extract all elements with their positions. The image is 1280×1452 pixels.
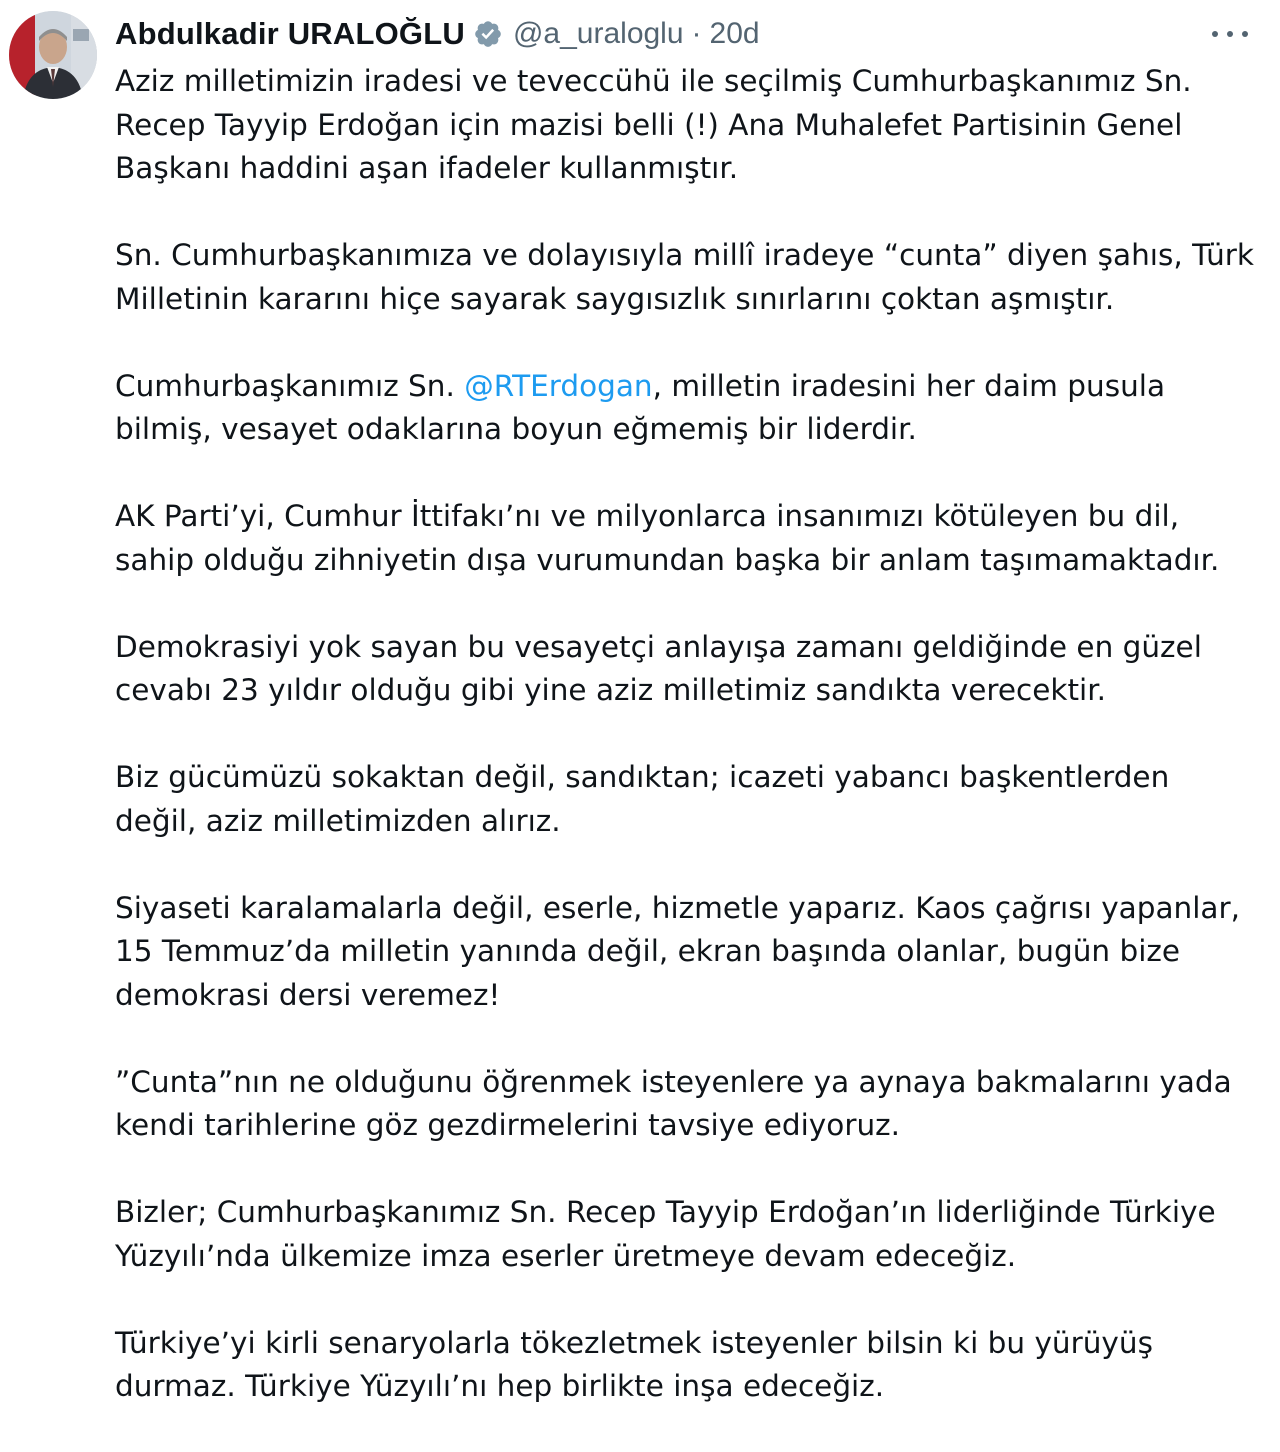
tweet-paragraph — [115, 887, 1255, 1018]
tweet-paragraph — [115, 1191, 1255, 1278]
author-handle[interactable]: @a_uraloglu — [512, 17, 684, 50]
mention-link[interactable]: @RTErdogan — [464, 368, 653, 403]
tweet-text — [115, 60, 1255, 1452]
text-line: Aziz milletimizin iradesi ve teveccühü ile seçilmiş Cumhurbaşkanımız Sn. — [115, 64, 1192, 98]
text-line: Türkiye’yi kirli senaryolarla tökezletmek isteyenler bilsin ki bu yürüyüş — [115, 1325, 1153, 1360]
text-line: Siyaseti karalamalarla değil, eserle, hizmetle yaparız. Kaos çağrısı yapanlar, — [115, 890, 1241, 925]
text-line: Yüzyılı’nda ülkemize imza eserler üretmeye devam edeceğiz. — [115, 1238, 1017, 1273]
text-line: Başkanı haddini aşan ifadeler kullanmıştır. — [115, 151, 739, 185]
more-dot — [1242, 31, 1248, 37]
tweet-paragraph — [115, 1061, 1255, 1148]
text-line: Biz gücümüzü sokaktan değil, sandıktan; icazeti yabancı başkentlerden — [115, 760, 1170, 794]
text-segment: Cumhurbaşkanımız Sn. — [115, 368, 465, 403]
text-line: Bizler; Cumhurbaşkanımız Sn. Recep Tayyip Erdoğan’ın liderliğinde Türkiye — [115, 1195, 1216, 1229]
text-line: Sn. Cumhurbaşkanımıza ve dolayısıyla millî iradeye “cunta” diyen şahıs, Türk — [115, 238, 1254, 272]
verified-badge-icon[interactable] — [473, 19, 503, 49]
text-segment: , milletin iradesini her daim pusula — [652, 368, 1166, 403]
text-line: Demokrasiyi yok sayan bu vesayetçi anlayışa zamanı geldiğinde en güzel — [115, 629, 1202, 664]
text-line: kendi tarihlerine göz gezdirmelerini tavsiye ediyoruz. — [115, 1108, 901, 1142]
text-line: AK Parti’yi, Cumhur İttifakı’nı ve milyonlarca insanımızı kötüleyen bu dil, — [115, 499, 1180, 533]
text-line: sahip olduğu zihniyetin dışa vurumundan başka bir anlam taşımamaktadır. — [115, 542, 1220, 577]
text-line: bilmiş, vesayet odaklarına boyun eğmemiş bir liderdir. — [115, 412, 917, 446]
text-line: Recep Tayyip Erdoğan için mazisi belli (!) Ana Muhalefet Partisinin Genel — [115, 107, 1183, 142]
avatar[interactable] — [9, 11, 97, 99]
tweet-paragraph — [115, 1322, 1255, 1409]
tweet-time[interactable]: 20d — [709, 17, 760, 50]
tweet-paragraph — [115, 60, 1255, 191]
more-options-icon[interactable] — [1212, 26, 1248, 42]
tweet-paragraph — [115, 756, 1255, 843]
tweet-paragraph — [115, 626, 1255, 713]
text-line: değil, aziz milletimizden alırız. — [115, 803, 561, 838]
tweet-paragraph — [115, 365, 1255, 452]
header-separator: · — [691, 17, 702, 50]
text-line — [115, 365, 1255, 409]
more-dot — [1227, 31, 1233, 37]
text-line: demokrasi dersi veremez! — [115, 977, 501, 1012]
text-line: 15 Temmuz’da milletin yanında değil, ekran başında olanlar, bugün bize — [115, 934, 1181, 968]
tweet-paragraph — [115, 495, 1255, 582]
text-line: Milletinin kararını hiçe sayarak saygısızlık sınırlarını çoktan aşmıştır. — [115, 281, 1115, 316]
text-line: durmaz. Türkiye Yüzyılı’nı hep birlikte inşa edeceğiz. — [115, 1369, 885, 1403]
text-line: ”Cunta”nın ne olduğunu öğrenmek isteyenlere ya aynaya bakmalarını yada — [115, 1064, 1232, 1099]
tweet-header — [115, 12, 1260, 56]
display-name[interactable]: Abdulkadir URALOĞLU — [115, 16, 465, 51]
tweet-paragraph — [115, 234, 1255, 321]
text-line: cevabı 23 yıldır olduğu gibi yine aziz milletimiz sandıkta verecektir. — [115, 673, 1107, 707]
more-dot — [1212, 31, 1218, 37]
profile-photo-icon — [9, 11, 97, 99]
